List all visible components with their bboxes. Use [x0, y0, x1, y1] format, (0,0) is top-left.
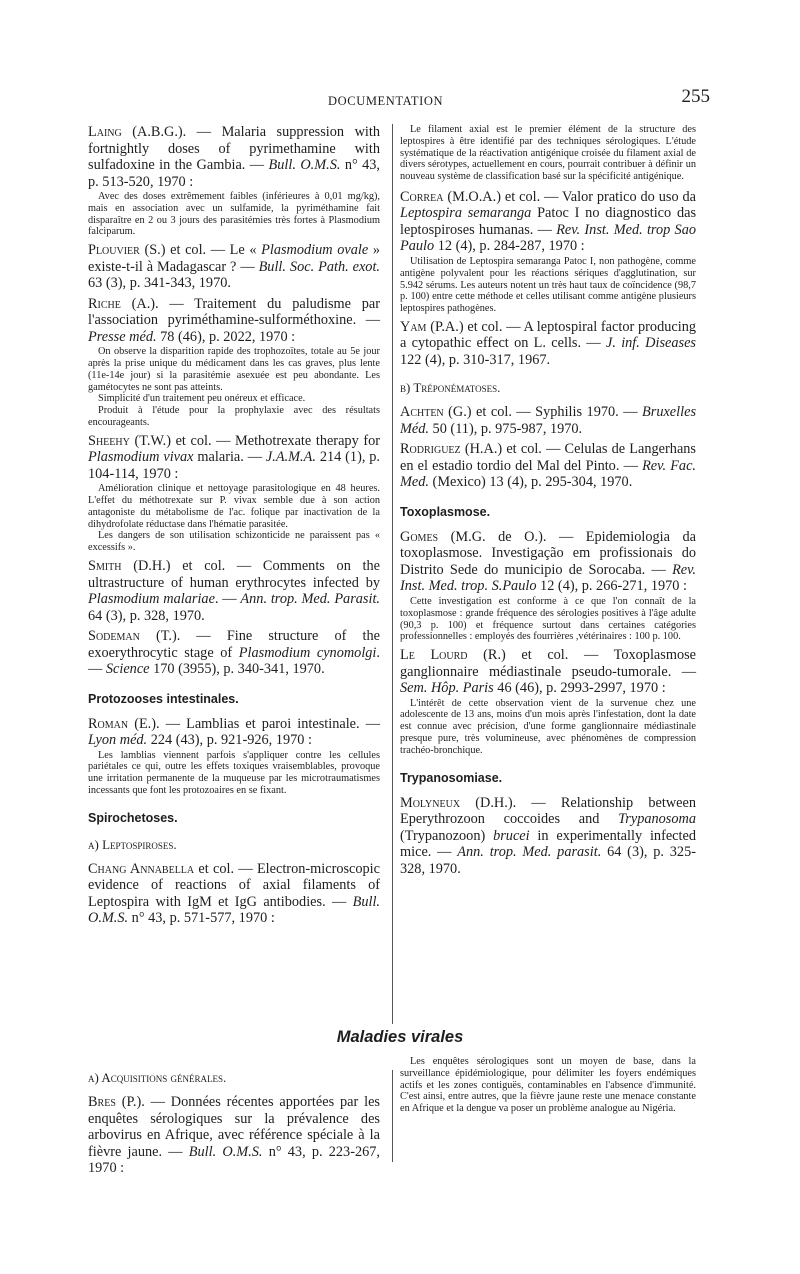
citation-title-rest: » existe-t-il à Madagascar ? — [88, 242, 380, 275]
entry-rodriguez [400, 441, 696, 491]
journal: Bruxelles Méd. [400, 404, 697, 437]
citation-title: (E.). — Lamblias et paroi intestinale. — [128, 715, 380, 732]
citation [88, 716, 380, 749]
journal: Sem. Hôp. Paris [400, 680, 494, 697]
reference: 12 (4), p. 284-287, 1970 : [434, 238, 585, 255]
abstract-paragraph: Cette investigation est conforme à ce que l'on connaît de la toxoplasmose : grande fréquence des sérologies positives à l'âge adulte (90,3 p. 100) et fréquence surtout dans certaines catégories professionnelles : employés des fourrières ,vétérinaires : 100 p. 100. [400, 595, 696, 643]
reference: 46 (46), p. 2993-2997, 1970 : [493, 680, 666, 697]
species-name: Plasmodium ovale [261, 242, 369, 259]
abstract [88, 346, 380, 429]
author-name: Plouvier [88, 242, 140, 259]
species-name: Leptospira semaranga [400, 205, 532, 222]
abstract-paragraph: Simplicité d'un traitement peu onéreux et efficace. [98, 393, 306, 405]
subheading-leptospiroses: a) Leptospiroses. [88, 836, 177, 852]
reference: 63 (3), p. 341-343, 1970. [88, 275, 231, 292]
citation-title: (D.H.) et col. — Comments on the ultrastructure of human erythrocytes infected by [88, 558, 380, 591]
reference: 64 (3), p. 325-328, 1970. [400, 844, 696, 877]
bottom-left-column [88, 1070, 380, 1181]
entry-gomes [400, 529, 696, 643]
citation [88, 1094, 380, 1177]
reference: (Mexico) 13 (4), p. 295-304, 1970. [428, 474, 633, 491]
reference: n° 43, p. 223-267, 1970 : [88, 1143, 380, 1176]
abstract-chang: Le filament axial est le premier élément de la structure des leptospires à être identifié par des techniques sérologiques. L'étude systématique de la réactivation antigénique croisée du filament axial de divers sérotypes, actuellement en cours, pourrait contribuer à définir un nouveau système de classification basé sur la spécificité antigénique. [400, 124, 696, 183]
entry-molyneux [400, 795, 696, 878]
citation-title: (T.). — Fine structure of the exoerythrocytic stage of [88, 628, 380, 661]
citation [400, 319, 696, 369]
citation-title: (A.B.G.). — Malaria suppression with fortnightly doses of pyrimethamine with sulfadoxine in the Gambia. — [88, 124, 380, 173]
entry-roman [88, 716, 380, 797]
journal: Rev. Inst. Med. trop. S.Paulo [400, 561, 696, 595]
author-name: Laing [88, 124, 122, 140]
author-name: Molyneux [400, 794, 461, 811]
citation-title: (P.A.) et col. — A leptospiral factor producing a cytopathic effect on L. cells. — [400, 318, 696, 352]
citation-title: (T.W.) et col. — Methotrexate therapy for [129, 432, 380, 449]
reference: 50 (11), p. 975-987, 1970. [428, 420, 583, 437]
section-heading-trypanosomiase: Trypanosomiase. [400, 770, 503, 785]
left-column [88, 124, 380, 931]
citation [88, 628, 380, 678]
subheading-treponematoses: b) Tréponématoses. [400, 380, 501, 396]
journal: Bull. O.M.S. [88, 893, 381, 927]
citation [400, 529, 696, 595]
section-heading-maladies-virales: Maladies virales [336, 1028, 464, 1046]
reference: n° 43, p. 571-577, 1970 : [128, 910, 275, 927]
entry-sheehy [88, 433, 380, 554]
abstract [88, 191, 380, 238]
section-heading-toxoplasmose: Toxoplasmose. [400, 504, 491, 519]
species-name: Plasmodium malariae [88, 591, 215, 608]
abstract-paragraph: Avec des doses extrêmement faibles (inférieures à 0,01 mg/kg), mais en association avec un sulfamide, la pyriméthamine fait disparaître en 2 ou 3 jours des parasitémies très fortes à Plasmodium falciparum. [88, 191, 380, 238]
abstract-bres: Les enquêtes sérologiques sont un moyen de base, dans la surveillance épidémiologique, pour délimiter les foyers endémiques actifs et les zones contiguës, contaminables en l'absence d'immunité. C'est ainsi, entre autres, que la fièvre jaune reste une menace constante en Afrique et la dengue va poser un problème analogue au Nigéria. [400, 1056, 696, 1115]
citation [400, 441, 696, 491]
citation [88, 433, 380, 483]
journal: Bull. O.M.S. [268, 157, 341, 173]
citation [400, 795, 696, 878]
entry-lelourd [400, 647, 696, 756]
author-name: Sheehy [88, 432, 130, 449]
section-heading-spirochetoses: Spirochetoses. [88, 810, 178, 825]
species-name: Plasmodium cynomolgi [238, 644, 377, 661]
column-divider-bottom [392, 1070, 393, 1162]
entry-chang [88, 861, 380, 927]
citation-title: (S.) et col. — Le « [139, 242, 262, 259]
reference: 224 (43), p. 921-926, 1970 : [147, 732, 312, 749]
right-column [400, 124, 696, 881]
reference: 214 (1), p. 104-114, 1970 : [88, 449, 381, 482]
citation-title: (P.). — Données récentes apportées par les enquêtes sérologiques sur la prévalence des arbovirus en Afrique, avec référence spéciale à la fièvre jaune. — [88, 1094, 380, 1160]
abstract [400, 698, 696, 757]
reference: 12 (4), p. 266-271, 1970 : [536, 578, 687, 595]
citation [400, 647, 696, 697]
species-name: brucei [493, 827, 530, 844]
citation-title: et col. — Electron-microscopic evidence of reactions of axial filaments of Leptospira with IgM et IgG antibodies. — [88, 860, 381, 910]
author-name: Chang Annabella [88, 860, 195, 877]
citation-title: (M.G. de O.). — Epidemiologia da toxoplasmose. Investigação em profissionais do Distrito Sede do municipio de Sorocaba. — [400, 528, 696, 578]
species-name: Trypanosoma [618, 811, 696, 828]
bottom-right-column [400, 1056, 696, 1121]
abstract-paragraph: L'intérêt de cette observation vient de la survenue chez une adolescente de 13 ans, moins d'un mois après l'infestation, dont la date est connue avec précision, d'une forme ganglionnaire médiastinale presque pure, très volumineuse, avec phénomènes de compression trachéo-bronchique. [400, 697, 696, 756]
reference: 122 (4), p. 310-317, 1967. [400, 351, 551, 368]
entry-achten [400, 404, 696, 437]
author-name: Correa [400, 188, 444, 205]
entry-sodeman [88, 628, 380, 678]
author-name: Gomes [400, 528, 439, 545]
abstract-paragraph: Amélioration clinique et nettoyage parasitologique en 48 heures. L'effet du méthotrexate sur P. vivax semble due à son action antagoniste du métabolisme de l'ac. folique par inactivation de la dihydrofolate réductase dans l'hématie parasitée. [88, 483, 380, 530]
author-name: Smith [88, 558, 122, 575]
abstract-paragraph: Utilisation de Leptospira semaranga Patoc I, non pathogène, comme antigène polyvalent pour les réactions sériques d'agglutination, sur 5.942 sérums. Les auteurs notent un très haut taux de coïncidence (98,7 p. 100) entre cette méthode et celles utilisant comme antigène plusieurs leptospires pathogènes. [400, 255, 696, 315]
journal: Ann. trop. Med. Parasit. [240, 591, 380, 608]
running-title: DOCUMENTATION [328, 94, 444, 108]
journal: Rev. Fac. Med. [400, 457, 696, 491]
entry-bres [88, 1094, 380, 1177]
entry-smith [88, 558, 380, 624]
citation-title: (H.A.) et col. — Celulas de Langerhans en el estadio tordio del Mal del Pinto. — [400, 441, 696, 474]
citation-title-rest: (Trypanozoon) [400, 827, 494, 844]
citation-title-rest: in experimentally infected mice. — [400, 827, 696, 861]
abstract-paragraph: Les dangers de son utilisation schizonticide ne paraissent pas « excessifs ». [88, 530, 380, 554]
journal: Science [105, 661, 150, 678]
reference: 170 (3955), p. 340-341, 1970. [149, 661, 325, 678]
citation [400, 404, 696, 437]
abstract [400, 596, 696, 643]
entry-riche [88, 296, 380, 429]
author-name: Achten [400, 404, 444, 421]
reference: 64 (3), p. 328, 1970. [88, 607, 205, 624]
subheading-acquisitions: a) Acquisitions générales. [88, 1070, 227, 1085]
journal: J.A.M.A. [265, 449, 316, 466]
author-name: Bres [88, 1094, 116, 1110]
page-number: 255 [681, 86, 710, 107]
journal: Presse méd. [88, 328, 157, 345]
citation-title: (A.). — Traitement du paludisme par l'association pyriméthamine-sulforméthoxine. — [88, 295, 380, 329]
author-name: Le Lourd [400, 647, 468, 664]
abstract [88, 483, 380, 554]
author-name: Sodeman [88, 628, 140, 645]
species-name: Plasmodium vivax [88, 449, 194, 466]
abstract-paragraph: Produit à l'étude pour la prophylaxie avec des résultats encourageants. [88, 405, 380, 428]
journal: Ann. trop. Med. parasit. [457, 844, 602, 861]
journal: Lyon méd. [88, 732, 148, 749]
citation-title-rest: . — [214, 591, 237, 608]
abstract-paragraph: On observe la disparition rapide des trophozoïtes, totale au 5e jour après la prise unique du médicament dans les cas graves, plus lente (11e-14e jour) si la parasitémie asexuée est peu abondante. Les gamétocytes ne sont pas atteints. [88, 346, 380, 393]
citation [88, 242, 380, 292]
entry-correa [400, 189, 696, 315]
author-name: Rodriguez [400, 441, 461, 458]
journal: Bull. O.M.S. [188, 1143, 263, 1160]
journal: Rev. Inst. Med. trop Sao Paulo [400, 221, 696, 255]
citation [88, 558, 380, 624]
entry-plouvier [88, 242, 380, 292]
citation [88, 861, 380, 927]
author-name: Yam [400, 318, 427, 335]
citation-title: (D.H.). — Relationship between Eperythrozoon coccoides and [400, 794, 696, 828]
reference: 78 (46), p. 2022, 1970 : [156, 328, 296, 345]
column-divider [392, 124, 393, 1024]
citation [88, 296, 380, 346]
author-name: Riche [88, 295, 121, 312]
entry-yam [400, 319, 696, 369]
section-heading-protozooses: Protozooses intestinales. [88, 691, 239, 706]
journal: J. inf. Diseases [605, 335, 696, 352]
entry-laing [88, 124, 380, 238]
citation [400, 189, 696, 255]
citation-title: (G.) et col. — Syphilis 1970. — [443, 404, 638, 421]
abstract-paragraph: Les lamblias viennent parfois s'appliquer contre les cellules pariétales ce qui, outre les effets toxiques vraisemblables, provoque une irritation permanente de la muqueuse par les microtraumatismes incessants que font les protozoaires en se fixant. [88, 749, 380, 796]
citation [88, 124, 380, 190]
journal: Bull. Soc. Path. exot. [258, 258, 380, 275]
citation-title-rest: . — [88, 644, 380, 678]
citation-title: (R.) et col. — Toxoplasmose ganglionnaire médiastinale pseudo-tumorale. — [400, 647, 697, 680]
citation-title-rest: Patoc I no diagnostico das leptospiroses humanas. — [400, 205, 697, 238]
citation-title-rest: malaria. — [193, 449, 263, 466]
abstract [400, 256, 696, 315]
reference: n° 43, p. 513-520, 1970 : [88, 157, 380, 190]
page-header [90, 86, 710, 114]
citation-title: (M.O.A.) et col. — Valor pratico do uso da [443, 188, 696, 205]
author-name: Roman [88, 715, 129, 732]
abstract [88, 750, 380, 797]
